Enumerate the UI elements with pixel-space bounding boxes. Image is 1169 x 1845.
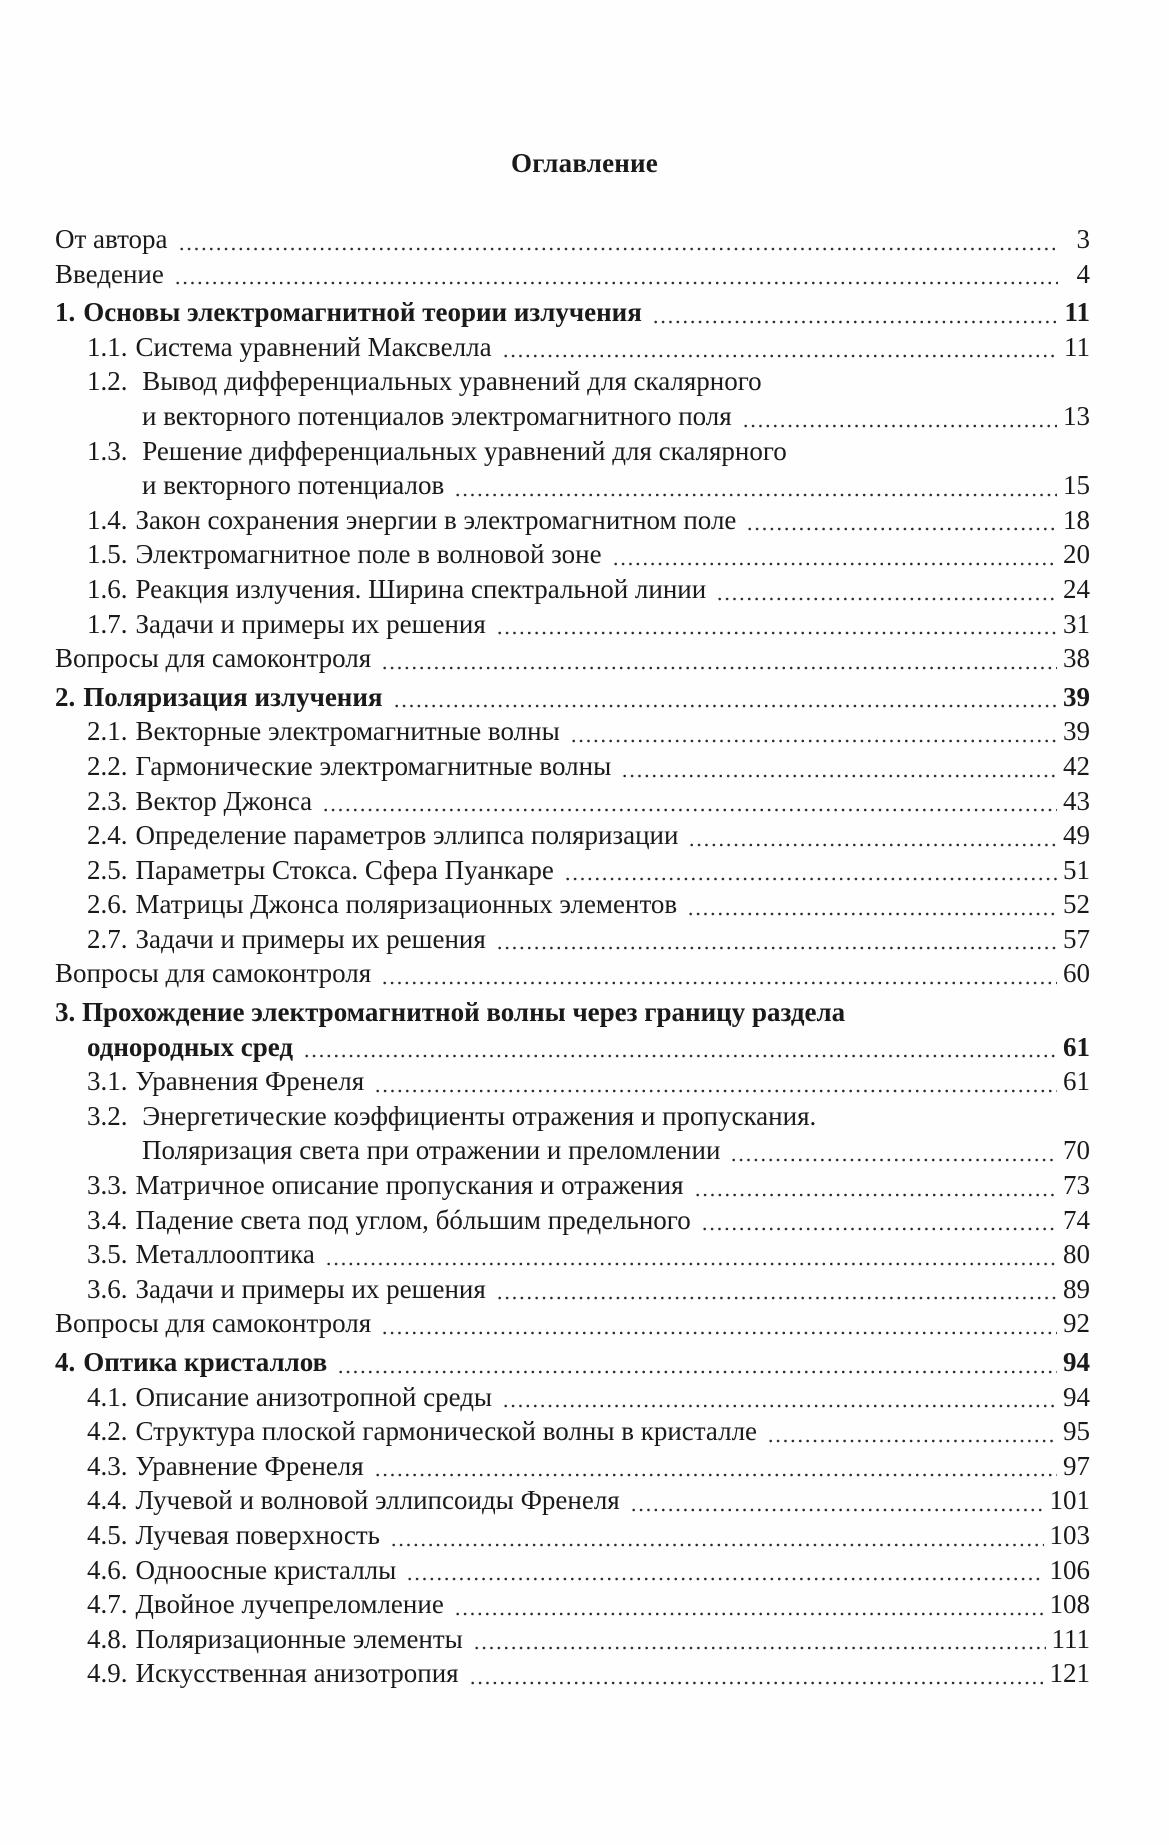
toc-entry-number: 4.3. — [87, 1450, 128, 1481]
toc-entry[interactable] — [55, 1483, 1090, 1518]
toc-page-number: 92 — [1063, 1308, 1090, 1339]
toc-page-number: 3 — [1076, 224, 1090, 254]
dot-leader — [381, 642, 1057, 676]
toc-entry[interactable] — [55, 1306, 1090, 1341]
toc-entry-title: От автора — [55, 224, 168, 254]
toc-page-number: 111 — [1051, 1623, 1090, 1654]
toc-entry-line — [55, 1099, 1090, 1134]
dot-leader — [612, 538, 1057, 572]
toc-entry[interactable] — [55, 572, 1090, 607]
toc-entry[interactable] — [55, 1587, 1090, 1622]
dot-leader — [687, 888, 1057, 922]
toc-entry-line — [55, 434, 1090, 469]
toc-entry-number: 4.2. — [87, 1416, 128, 1447]
toc-entry-title: Искусственная анизотропия — [135, 1658, 459, 1689]
toc-entry-title: Двойное лучепреломление — [135, 1589, 444, 1620]
dot-leader — [303, 1030, 1057, 1064]
toc-entry-line — [55, 995, 1090, 1030]
toc-entry[interactable] — [55, 1064, 1090, 1099]
toc-entry-number: 1.4. — [87, 504, 128, 535]
toc-entry-number: 3.4. — [87, 1204, 128, 1235]
toc-page-number: 31 — [1063, 608, 1090, 639]
dot-leader — [496, 922, 1057, 956]
toc-entry-title: Прохождение электромагнитной волны через границу раздела — [82, 997, 846, 1028]
toc-entry[interactable] — [55, 1449, 1090, 1484]
dot-leader — [742, 400, 1057, 434]
toc-entry[interactable] — [55, 818, 1090, 853]
toc-entry-title: Векторные электромагнитные волны — [135, 716, 560, 747]
dot-leader — [473, 1622, 1046, 1656]
toc-entry[interactable] — [55, 749, 1090, 784]
dot-leader — [381, 1307, 1057, 1341]
toc-entry-title: Уравнение Френеля — [135, 1450, 364, 1481]
toc-entry-number: 3.3. — [87, 1170, 128, 1201]
toc-entry-number: 3. — [55, 997, 76, 1028]
toc-entry[interactable] — [55, 222, 1090, 257]
toc-entry-number: 4.7. — [87, 1589, 128, 1620]
toc-entry-title: Вопросы для самоконтроля — [55, 1308, 372, 1339]
toc-entry[interactable] — [55, 1622, 1090, 1657]
dot-leader — [337, 1346, 1057, 1380]
toc-page-number: 39 — [1063, 681, 1090, 712]
toc-entry-title: Лучевой и волновой эллипсоиды Френеля — [135, 1485, 620, 1516]
toc-entry-title: Задачи и примеры их решения — [135, 923, 486, 954]
toc-entry-number: 3.1. — [87, 1066, 128, 1097]
toc-entry-title: Задачи и примеры их решения — [135, 608, 486, 639]
dot-leader — [393, 680, 1057, 714]
dot-leader — [502, 330, 1058, 364]
toc-entry[interactable] — [55, 1518, 1090, 1553]
toc-entry[interactable] — [55, 1168, 1090, 1203]
toc-page-number: 74 — [1063, 1204, 1090, 1235]
toc-page-number: 20 — [1063, 539, 1090, 570]
toc-entry-title-continued: и векторного потенциалов электромагнитного поля — [142, 400, 732, 431]
dot-leader — [381, 957, 1057, 991]
toc-page-number: 73 — [1063, 1170, 1090, 1201]
dot-leader — [496, 607, 1057, 641]
toc-entry[interactable] — [55, 784, 1090, 819]
toc-entry[interactable] — [55, 641, 1090, 676]
toc-page-number: 43 — [1063, 785, 1090, 816]
toc-entry-number: 3.2. — [87, 1100, 128, 1131]
toc-entry-number: 4.5. — [87, 1519, 128, 1550]
toc-entry-number: 2.3. — [87, 785, 128, 816]
dot-leader — [621, 750, 1057, 784]
toc-page-number: 80 — [1063, 1239, 1090, 1270]
toc-entry-title: Структура плоской гармонической волны в кристалле — [135, 1416, 758, 1447]
toc-page-number: 51 — [1063, 854, 1090, 885]
toc-entry-title: Металлооптика — [135, 1239, 315, 1270]
toc-entry-number: 4.9. — [87, 1658, 128, 1689]
toc-entry-number: 2.6. — [87, 889, 128, 920]
toc-page-number: 13 — [1063, 400, 1090, 431]
toc-entry-title: Реакция излучения. Ширина спектральной линии — [135, 573, 707, 604]
toc-entry-line — [55, 364, 1090, 399]
toc-entry[interactable] — [55, 1553, 1090, 1588]
toc-page-number: 97 — [1063, 1450, 1090, 1481]
toc-entry-title: Энергетические коэффициенты отражения и пропускания. — [142, 1100, 817, 1131]
toc-entry-title: Одноосные кристаллы — [135, 1554, 397, 1585]
toc-page-number: 94 — [1063, 1347, 1090, 1377]
toc-entry[interactable] — [55, 1237, 1090, 1272]
toc-entry-number: 1.1. — [87, 331, 128, 362]
toc-entry-number: 2. — [55, 681, 76, 712]
toc-entry-title: Поляризация излучения — [83, 681, 383, 712]
toc-entry-number: 2.2. — [87, 750, 128, 781]
toc-entry-title: Определение параметров эллипса поляризации — [135, 820, 679, 851]
toc-entry-number: 1.2. — [87, 366, 128, 397]
toc-page-number: 11 — [1064, 331, 1090, 362]
dot-leader — [322, 784, 1057, 818]
toc-entry-title: Матрицы Джонса поляризационных элементов — [135, 889, 678, 920]
toc-page-number: 70 — [1063, 1135, 1090, 1166]
toc-page-number: 39 — [1063, 716, 1090, 747]
toc-page-number: 18 — [1063, 504, 1090, 535]
toc-page-number: 106 — [1049, 1554, 1090, 1585]
dot-leader — [701, 1203, 1057, 1237]
toc-entry[interactable] — [55, 1380, 1090, 1415]
toc-page-number: 24 — [1063, 573, 1090, 604]
toc-page-number: 60 — [1063, 958, 1090, 989]
toc-page-number: 15 — [1063, 470, 1090, 501]
dot-leader — [564, 853, 1057, 887]
toc-entry-title: Падение света под углом, бóльшим предельного — [135, 1204, 691, 1235]
toc-entry[interactable] — [55, 1133, 1090, 1168]
toc-entry-title: Поляризационные элементы — [135, 1623, 463, 1654]
toc-entry-number: 2.7. — [87, 923, 128, 954]
toc-entry-number: 4.4. — [87, 1485, 128, 1516]
toc-entry-number: 4.1. — [87, 1381, 128, 1412]
toc-entry[interactable] — [55, 887, 1090, 922]
dot-leader — [730, 1134, 1057, 1168]
toc-page-number: 52 — [1063, 889, 1090, 920]
toc-entry[interactable] — [55, 503, 1090, 538]
toc-entry-number: 1.7. — [87, 608, 128, 639]
dot-leader — [454, 469, 1057, 503]
dot-leader — [496, 1272, 1057, 1306]
toc-page-number: 101 — [1049, 1485, 1090, 1516]
toc-entry[interactable] — [55, 680, 1090, 715]
toc-entry-title-continued: Поляризация света при отражении и преломлении — [142, 1135, 721, 1166]
toc-page-number: 121 — [1049, 1658, 1090, 1689]
toc-page-number: 4 — [1076, 258, 1090, 289]
toc-entry[interactable] — [55, 956, 1090, 991]
toc-entry-title: Закон сохранения энергии в электромагнитном поле — [135, 504, 737, 535]
toc-entry-title: Оптика кристаллов — [83, 1347, 328, 1377]
dot-leader — [390, 1519, 1044, 1553]
toc-page-number: 42 — [1063, 750, 1090, 781]
toc-entry-number: 1.3. — [87, 435, 128, 466]
toc-entry-number: 2.1. — [87, 716, 128, 747]
toc-entry-number: 3.6. — [87, 1273, 128, 1304]
toc-entry[interactable] — [55, 1272, 1090, 1307]
toc-entry[interactable] — [55, 1414, 1090, 1449]
toc-entry-title: Введение — [55, 258, 164, 289]
toc-entry-title: Система уравнений Максвелла — [135, 331, 492, 362]
toc-entry-title: Решение дифференциальных уравнений для скалярного — [142, 435, 787, 466]
toc-entry-title: Основы электромагнитной теории излучения — [83, 297, 642, 328]
dot-leader — [694, 1169, 1058, 1203]
toc-entry-title: Вывод дифференциальных уравнений для скалярного — [142, 366, 762, 397]
toc-page-number: 11 — [1064, 297, 1090, 328]
toc-page-number: 89 — [1063, 1273, 1090, 1304]
toc-entry[interactable] — [55, 537, 1090, 572]
toc-entry-number: 4.8. — [87, 1623, 128, 1654]
toc-entry[interactable] — [55, 714, 1090, 749]
dot-leader — [716, 573, 1057, 607]
toc-entry-title-continued: и векторного потенциалов — [142, 470, 445, 501]
toc-page-number: 94 — [1063, 1381, 1090, 1412]
toc-entry-title: Уравнения Френеля — [135, 1066, 365, 1097]
toc-entry-title: Параметры Стокса. Сфера Пуанкаре — [135, 854, 554, 885]
dot-leader — [767, 1415, 1057, 1449]
dot-leader — [630, 1484, 1044, 1518]
toc-page-number: 49 — [1063, 820, 1090, 851]
toc-entry[interactable] — [55, 295, 1090, 330]
toc-entry-title: Гармонические электромагнитные волны — [135, 750, 612, 781]
toc-entry-title: Вопросы для самоконтроля — [55, 958, 372, 989]
toc-page-number: 103 — [1049, 1519, 1090, 1550]
toc-entry-number: 1.5. — [87, 539, 128, 570]
toc-entry[interactable] — [55, 1030, 1090, 1065]
dot-leader — [688, 819, 1057, 853]
toc-entry-title: Матричное описание пропускания и отражения — [135, 1170, 684, 1201]
dot-leader — [454, 1588, 1044, 1622]
toc-entry-number: 1. — [55, 297, 76, 328]
dot-leader — [502, 1380, 1057, 1414]
toc-entry-number: 2.5. — [87, 854, 128, 885]
dot-leader — [374, 1449, 1057, 1483]
toc-page-number: 61 — [1063, 1066, 1090, 1097]
toc-entry[interactable] — [55, 399, 1090, 434]
toc-entry-number: 4.6. — [87, 1554, 128, 1585]
toc-entry[interactable] — [55, 922, 1090, 957]
dot-leader — [178, 223, 1058, 257]
dot-leader — [652, 296, 1058, 330]
dot-leader — [325, 1238, 1057, 1272]
toc-page-number: 95 — [1063, 1416, 1090, 1447]
toc-entry-title: Вектор Джонса — [135, 785, 313, 816]
dot-leader — [174, 257, 1058, 291]
toc-page-number: 57 — [1063, 923, 1090, 954]
toc-entry-title: Электромагнитное поле в волновой зоне — [135, 539, 602, 570]
toc-entry-number: 1.6. — [87, 573, 128, 604]
toc-page-number: 38 — [1063, 643, 1090, 674]
toc-entry[interactable] — [55, 607, 1090, 642]
toc-entry-title-continued: однородных сред — [87, 1031, 294, 1062]
toc-entry-title: Описание анизотропной среды — [135, 1381, 493, 1412]
toc-entry[interactable] — [55, 330, 1090, 365]
toc-entry[interactable] — [55, 1203, 1090, 1238]
toc-entry[interactable] — [55, 257, 1090, 292]
dot-leader — [469, 1657, 1044, 1691]
toc-entry-title: Лучевая поверхность — [135, 1519, 380, 1550]
toc-entry[interactable] — [55, 468, 1090, 503]
dot-leader — [374, 1065, 1057, 1099]
toc-entry-title: Задачи и примеры их решения — [135, 1273, 486, 1304]
toc-entry[interactable] — [55, 853, 1090, 888]
dot-leader — [746, 503, 1057, 537]
page-title: Оглавление — [511, 148, 658, 178]
toc-entry-title: Вопросы для самоконтроля — [55, 643, 372, 674]
toc-entry-number: 4. — [55, 1347, 76, 1377]
toc-entry-number: 2.4. — [87, 820, 128, 851]
table-of-contents — [55, 222, 1090, 1691]
toc-entry[interactable] — [55, 1345, 1090, 1380]
dot-leader — [570, 715, 1057, 749]
toc-entry[interactable] — [55, 1656, 1090, 1691]
toc-page-number: 61 — [1063, 1031, 1090, 1062]
toc-entry-number: 3.5. — [87, 1239, 128, 1270]
toc-page-number: 108 — [1049, 1589, 1090, 1620]
dot-leader — [406, 1553, 1043, 1587]
